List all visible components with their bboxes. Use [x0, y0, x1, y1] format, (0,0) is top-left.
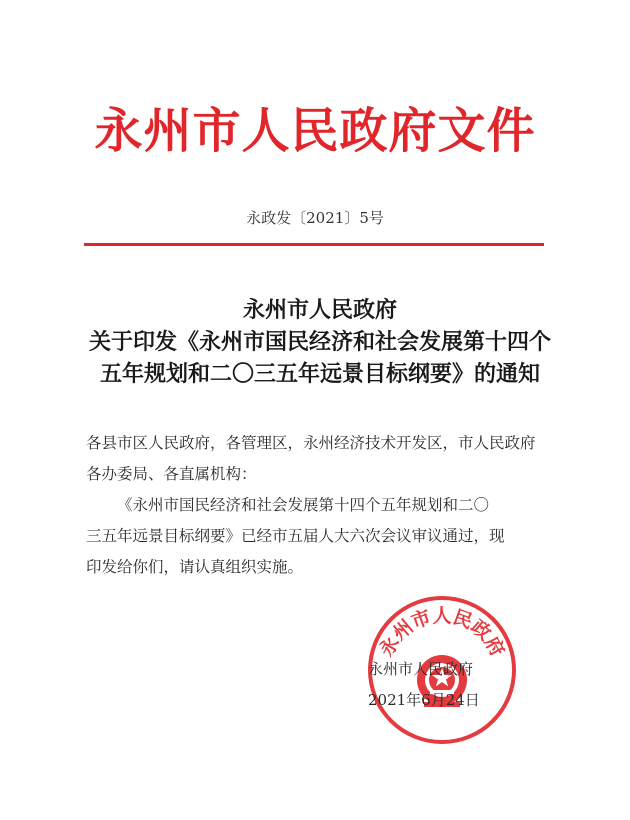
red-divider-line: [84, 243, 544, 246]
notice-title: [70, 294, 570, 390]
title-line-3: 五年规划和二〇三五年远景目标纲要》的通知: [99, 361, 540, 387]
addressee-line-2: 各办委局、各直属机构：: [86, 465, 257, 483]
signing-date: 2021年6月24日: [368, 691, 480, 709]
title-line-1: 永州市人民政府: [242, 297, 397, 323]
signing-organization: 永州市人民政府: [368, 660, 474, 678]
notice-body: [86, 428, 546, 583]
signature-block: [368, 654, 508, 716]
paragraph-line-2: 三五年远景目标纲要》已经市五届人大六次会议审议通过，现: [86, 527, 505, 545]
paragraph-line-1: 《永州市国民经济和社会发展第十四个五年规划和二〇: [117, 496, 490, 514]
paragraph-line-3: 印发给你们，请认真组织实施。: [86, 558, 304, 576]
title-line-2: 关于印发《永州市国民经济和社会发展第十四个: [88, 329, 551, 355]
addressee-line-1: 各县市区人民政府，各管理区，永州经济技术开发区，市人民政府: [86, 434, 536, 452]
document-number: 永政发〔2021〕5号: [246, 209, 384, 227]
seal-arc-text: 永州市人民政府: [375, 605, 509, 661]
document-masthead: 永州市人民政府文件: [94, 103, 536, 159]
